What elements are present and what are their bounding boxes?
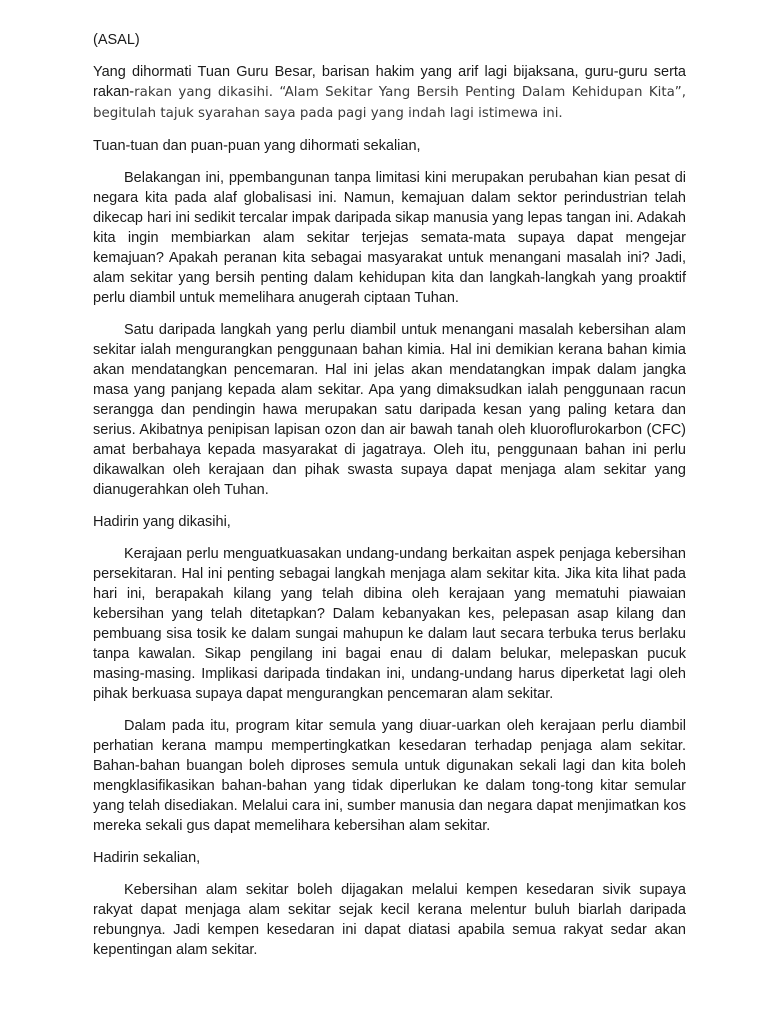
greeting-audience: Tuan-tuan dan puan-puan yang dihormati sekalian, (93, 138, 421, 154)
opening-text: Yang dihormati Tuan Guru Besar, barisan hakim yang arif lagi bijaksana, guru-guru serta rakan- (93, 64, 686, 100)
document-heading: (ASAL) (93, 32, 140, 48)
body-paragraph-laws: Kerajaan perlu menguatkuasakan undang-undang berkaitan aspek penjaga kebersihan persekitaran. Hal ini penting sebagai langkah menjaga alam sekitar kita. Jika kita lihat pada hari ini, berapakah kilang yang telah dibina oleh kerajaan yang mematuhi piawaian kebersihan yang telah ditetapkan? Dalam kebanyakan kes, pelepasan asap kilang dan pembuang sisa tosik ke dalam sungai mahupun ke dalam laut secara terbuka terus berlaku tanpa kawalan. Sikap pengilang ini bagai enau di dalam belukar, melepaskan pucuk masing-masing. Implikasi daripada tindakan ini, undang-undang harus diperketat lagi oleh pihak berkuasa supaya dapat mengurangkan pencemaran alam sekitar. (93, 546, 686, 702)
body-paragraph-intro: Belakangan ini, ppembangunan tanpa limitasi kini merupakan perubahan kian pesat di negara kita pada alaf globalisasi ini. Namun, kemajuan dalam sektor perindustrian telah dikecap hari ini sedikit tercalar impak daripada sikap manusia yang lepas tangan ini. Adakah kita ingin membiarkan alam sekitar terjejas semata-mata supaya dapat mengejar kemajuan? Apakah peranan kita sebagai masyarakat untuk menangani masalah ini? Jadi, alam sekitar yang bersih penting dalam kehidupan kita dan langkah-langkah yang proaktif perlu diambil untuk memelihara anugerah ciptaan Tuhan. (93, 170, 686, 306)
greeting-all-audience: Hadirin sekalian, (93, 850, 201, 866)
speech-title-sentence: rakan yang dikasihi. “Alam Sekitar Yang Bersih Penting Dalam Kehidupan Kita”, begitulah tajuk syarahan saya pada pagi yang indah lagi istimewa ini. (93, 85, 686, 121)
greeting-beloved-audience: Hadirin yang dikasihi, (93, 514, 231, 530)
body-paragraph-campaign: Kebersihan alam sekitar boleh dijagakan melalui kempen kesedaran sivik supaya rakyat dapat menjaga alam sekitar sejak kecil kerana melentur buluh biarlah daripada rebungnya. Jadi kempen kesedaran ini dapat diatasi apabila semua rakyat sedar akan kepentingan alam sekitar. (93, 882, 686, 958)
body-paragraph-chemicals: Satu daripada langkah yang perlu diambil untuk menangani masalah kebersihan alam sekitar ialah mengurangkan penggunaan bahan kimia. Hal ini demikian kerana bahan kimia akan mendatangkan pencemaran. Hal ini jelas akan mendatangkan impak dalam jangka masa yang panjang kepada alam sekitar. Apa yang dimaksudkan ialah penggunaan racun serangga dan pendingin hawa merupakan satu daripada kesan yang paling ketara dan serius. Akibatnya penipisan lapisan ozon dan air bawah tanah oleh kluoroflurokarbon (CFC) amat berbahaya kepada masyarakat di jagatraya. Oleh itu, penggunaan bahan ini perlu dikawalkan oleh kerajaan dan pihak swasta supaya dapat menjaga alam sekitar yang dianugerahkan oleh Tuhan. (93, 322, 686, 498)
opening-paragraph (93, 62, 686, 124)
body-paragraph-recycling: Dalam pada itu, program kitar semula yang diuar-uarkan oleh kerajaan perlu diambil perhatian kerana mampu mempertingkatkan kesedaran terhadap penjaga alam sekitar. Bahan-bahan buangan boleh diproses semula untuk digunakan sekali lagi dan kita boleh mengklasifikasikan bahan-bahan yang tidak diperlukan ke dalam tong-tong kitar semular yang telah disediakan. Melalui cara ini, sumber manusia dan negara dapat menjimatkan kos mereka sekali gus dapat memelihara kebersihan alam sekitar. (93, 718, 686, 834)
document-page (93, 30, 686, 960)
